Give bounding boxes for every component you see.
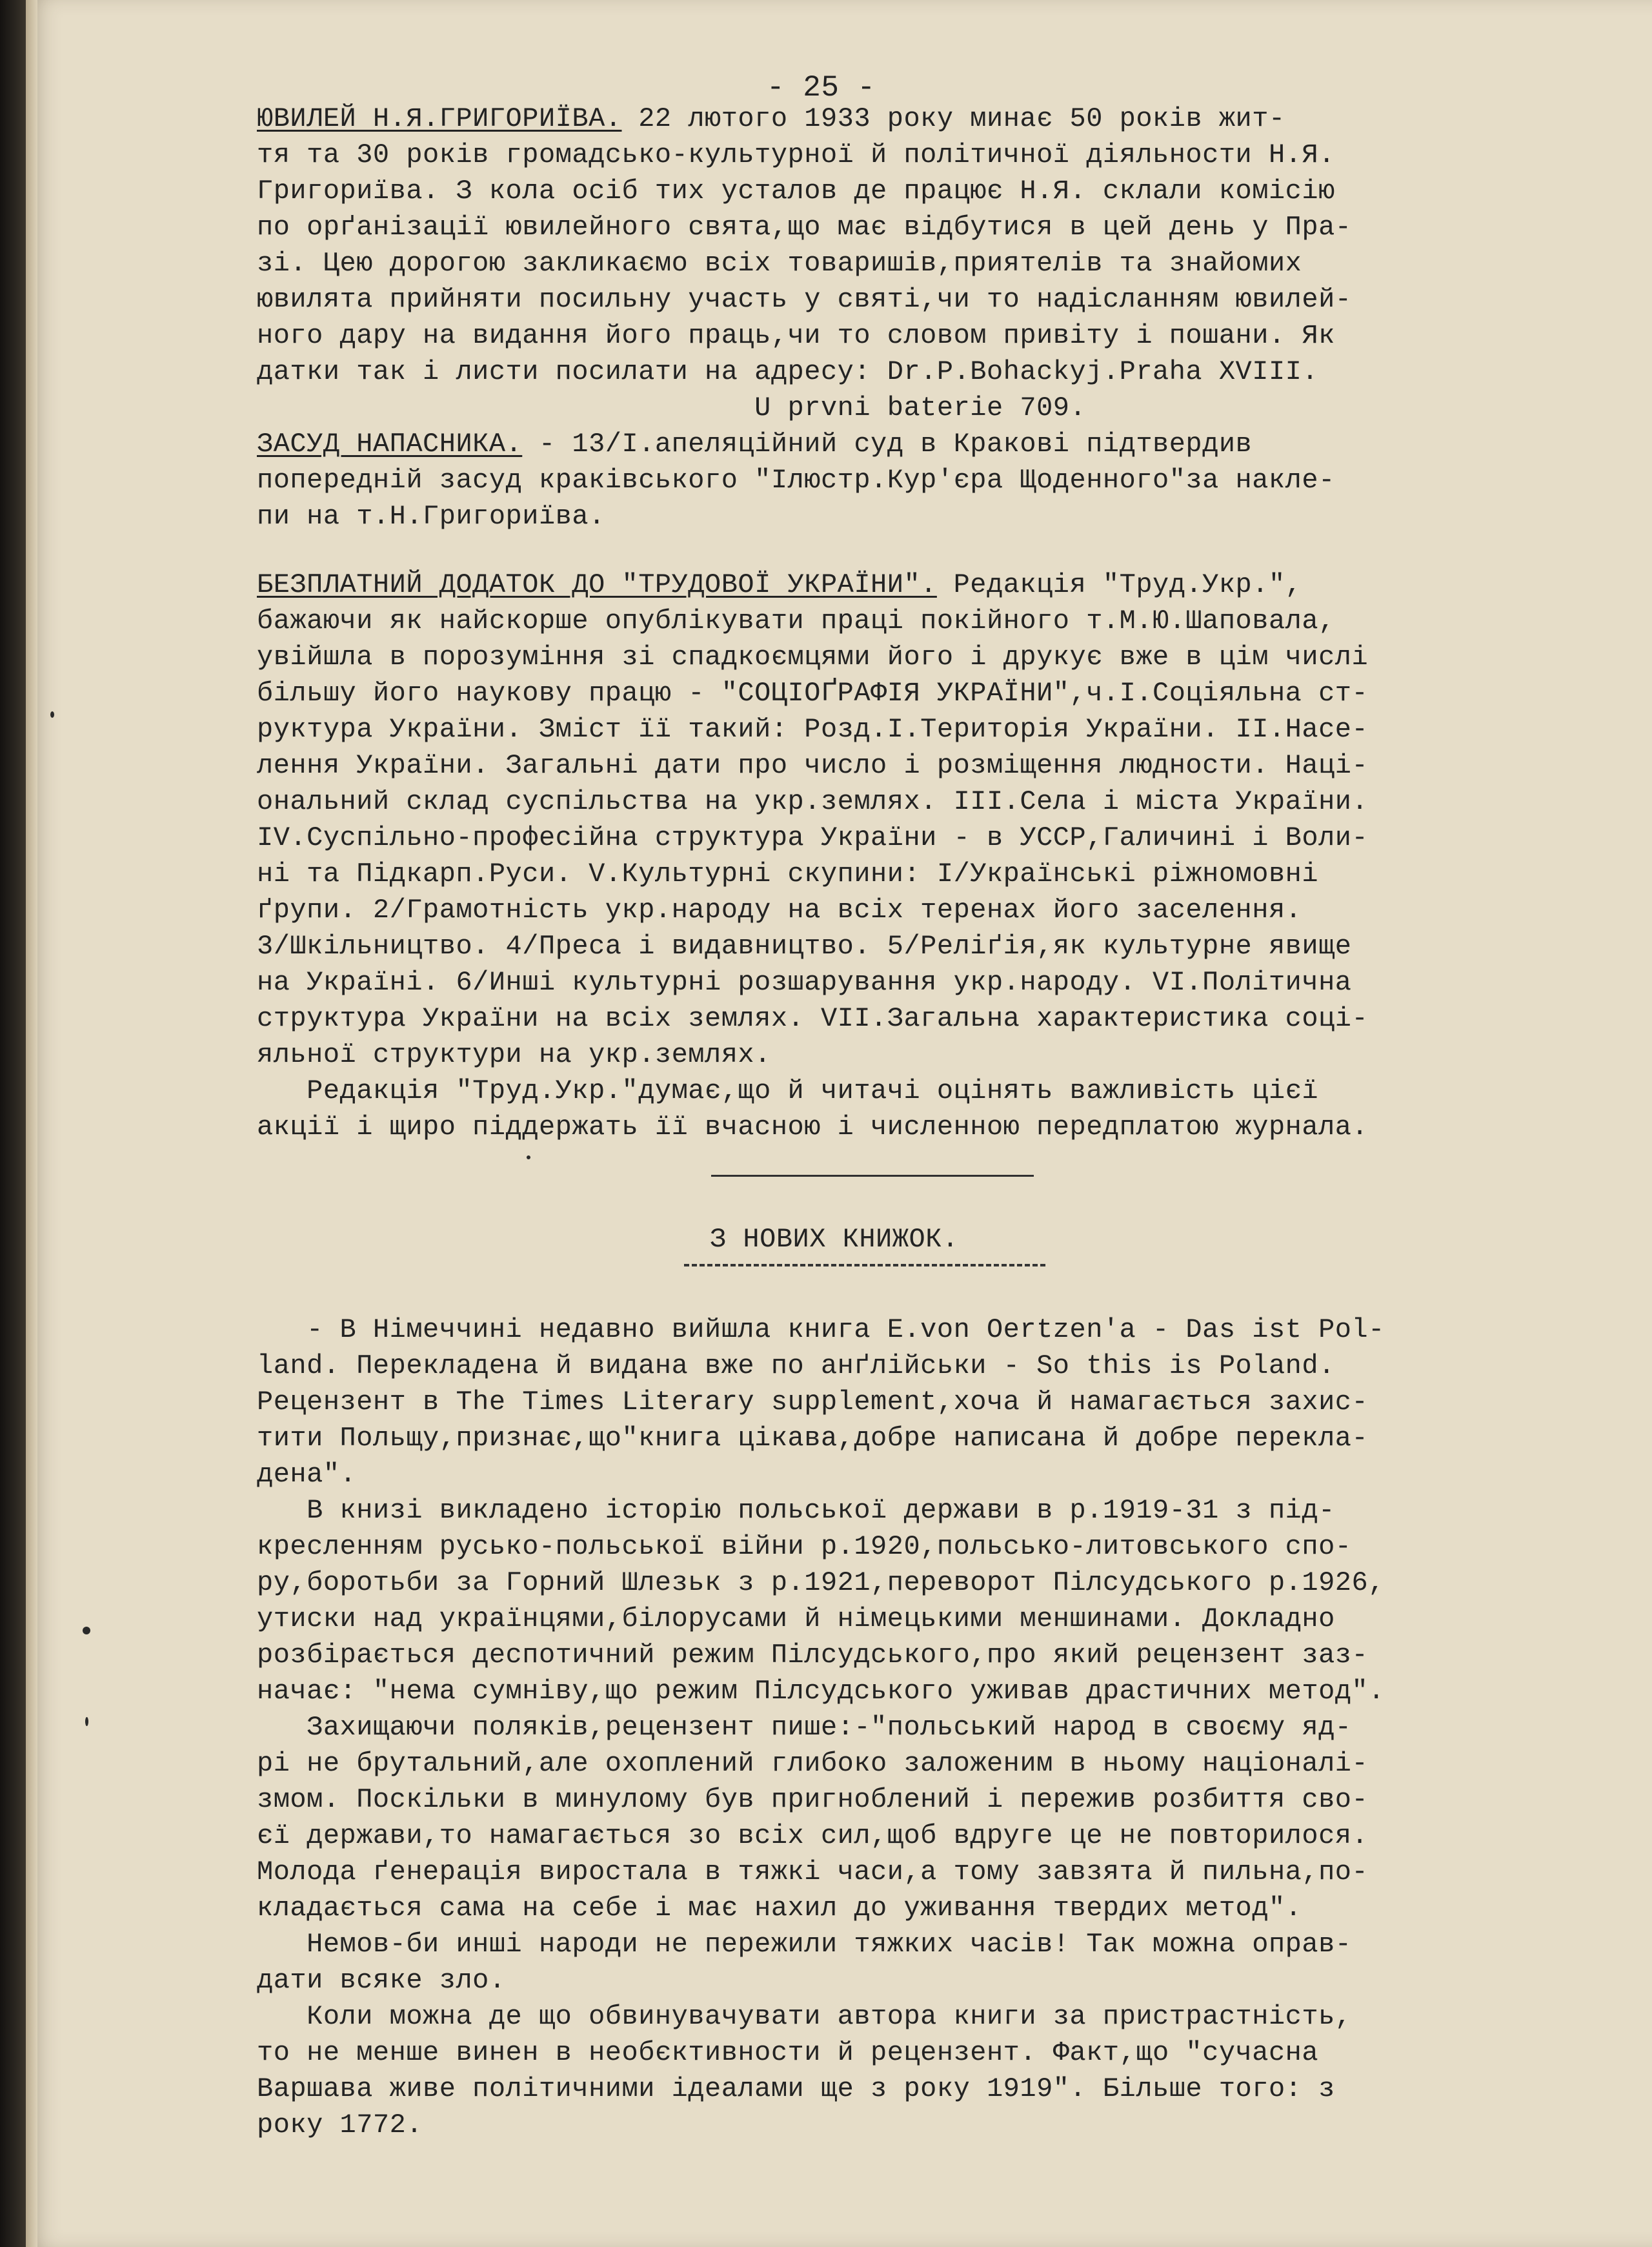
- line-text: ґрупи. 2/Грамотність укр.народу на всіх теренах його заселення.: [257, 895, 1302, 926]
- text-line: [257, 1926, 1515, 1962]
- line-text: структура України на всіх землях. VII.Загальна характеристика соці-: [257, 1003, 1369, 1034]
- text-line: [257, 1565, 1515, 1601]
- ink-speck: [83, 1627, 90, 1634]
- text-line: [257, 2107, 1515, 2143]
- text-line: [257, 747, 1515, 784]
- line-text: Захищаючи поляків,рецензент пише:-"польський народ в своєму яд-: [257, 1712, 1352, 1743]
- line-text: акції і щиро піддержать її вчасною і численною передплатою журнала.: [257, 1112, 1369, 1143]
- line-text: 3/Шкільництво. 4/Преса і видавництво. 5/Реліґія,як культурне явище: [257, 931, 1352, 962]
- line-text: по орґанізації ювилейного свята,що має відбутися в цей день у Пра-: [257, 212, 1352, 243]
- text-line: [257, 1745, 1515, 1782]
- book-binding: [0, 0, 26, 2247]
- text-line: [257, 675, 1515, 711]
- text-line: [257, 639, 1515, 675]
- text-line: [257, 1709, 1515, 1745]
- line-text: то не менше винен в необєктивности й рецензент. Факт,що "сучасна: [257, 2037, 1319, 2068]
- line-text: яльної структури на укр.землях.: [257, 1039, 771, 1070]
- text-line: [257, 354, 1515, 390]
- text-line: [257, 1456, 1515, 1492]
- line-text: кладається сама на себе і має нахил до уживання твердих метод".: [257, 1893, 1302, 1924]
- text-line: [257, 1890, 1515, 1926]
- line-text: В книзі викладено історію польської держави в р.1919-31 з під-: [257, 1495, 1335, 1526]
- line-text: змом. Поскільки в минулому був пригноблений і пережив розбиття сво-: [257, 1784, 1369, 1815]
- line-text: - В Німеччині недавно вийшла книга E.von Oertzen'a - Das ist Pol-: [257, 1314, 1385, 1345]
- text-line: [257, 1312, 1515, 1348]
- line-text: ональний склад суспільства на укр.землях. III.Села і міста України.: [257, 786, 1369, 817]
- new-books-heading: З НОВИХ КНИЖОК.: [710, 1224, 959, 1255]
- ink-speck: [85, 1717, 88, 1726]
- text-line: [257, 964, 1515, 1001]
- line-text: увійшла в порозуміння зі спадкоємцями його і друкує вже в цім числі: [257, 642, 1369, 673]
- verdict-article: [257, 426, 1515, 534]
- text-line: [257, 856, 1515, 892]
- line-text: бажаючи як найскорше опублікувати праці покійного т.М.Ю.Шаповала,: [257, 605, 1335, 636]
- text-line: [257, 1492, 1515, 1529]
- text-line: [257, 281, 1515, 318]
- text-line: [257, 318, 1515, 354]
- line-text: Немов-би инші народи не пережили тяжких часів! Так можна оправ-: [257, 1929, 1352, 1960]
- line-text: дати всяке зло.: [257, 1965, 506, 1996]
- line-text: Рецензент в The Times Literary supplement,хоча й намагається захис-: [257, 1387, 1369, 1418]
- article-heading: БЕЗПЛАТНИЙ ДОДАТОК ДО "ТРУДОВОЇ УКРАЇНИ".: [257, 569, 937, 600]
- supplement-article: [257, 567, 1515, 1145]
- line-text: руктура України. Зміст її такий: Розд.І.Територія України. II.Насе-: [257, 714, 1369, 745]
- text-line: [257, 820, 1515, 856]
- line-text: - 13/I.апеляційний суд в Кракові підтвердив: [522, 429, 1253, 460]
- text-line: [257, 1782, 1515, 1818]
- heading-dashed-underline: [684, 1264, 1045, 1266]
- line-text: зі. Цею дорогою закликаємо всіх товаришів,приятелів та знайомих: [257, 248, 1302, 279]
- text-line: [257, 1037, 1515, 1073]
- text-line: [257, 1348, 1515, 1384]
- line-text: єї держави,то намагається зо всіх сил,щоб вдруге це не повторилося.: [257, 1820, 1369, 1851]
- line-text: ного дару на видання його праць,чи то словом привіту і пошани. Як: [257, 320, 1335, 351]
- text-line: [257, 603, 1515, 639]
- text-line: [257, 1962, 1515, 1998]
- text-line: [257, 1109, 1515, 1145]
- line-text: розбірається деспотичний режим Пілсудського,про який рецензент заз-: [257, 1640, 1369, 1671]
- text-line: [257, 1001, 1515, 1037]
- text-line: [257, 1073, 1515, 1109]
- text-line: [257, 498, 1515, 534]
- text-line: [257, 1854, 1515, 1890]
- new-books-article: [257, 1312, 1515, 2143]
- text-line: [257, 2035, 1515, 2071]
- line-text: рі не брутальний,але охоплений глибоко заложеним в ньому націоналі-: [257, 1748, 1369, 1779]
- line-text: начає: "нема сумніву,що режим Пілсудського уживав драстичних метод".: [257, 1676, 1385, 1707]
- line-text: року 1772.: [257, 2110, 423, 2140]
- line-text: тити Польщу,признає,що"книга цікава,добре написана й добре переклa-: [257, 1423, 1369, 1454]
- line-text: U prvni baterie 709.: [257, 392, 1087, 423]
- line-text: Молода ґенерація виростала в тяжкі часи,а тому завзята й пильна,по-: [257, 1856, 1369, 1887]
- text-line: [257, 1818, 1515, 1854]
- article-heading: ЗАСУД НАПАСНИКА.: [257, 429, 523, 460]
- line-text: ру,боротьби за Горний Шлезьк з р.1921,переворот Пілсудського р.1926,: [257, 1567, 1385, 1598]
- ink-speck: [527, 1155, 530, 1159]
- line-text: IV.Суспільно-професійна структура України - в УССР,Галичині і Воли-: [257, 822, 1369, 853]
- jubilee-article: [257, 101, 1515, 426]
- text-line: [257, 928, 1515, 964]
- text-line: [257, 1529, 1515, 1565]
- page-number: - 25 -: [767, 71, 876, 105]
- text-line: [257, 784, 1515, 820]
- text-line: [257, 567, 1515, 603]
- text-line: [257, 1998, 1515, 2035]
- line-text: Коли можна де що обвинувачувати автора книги за пристрастність,: [257, 2001, 1352, 2032]
- text-line: [257, 1420, 1515, 1456]
- text-line: [257, 711, 1515, 747]
- text-line: [257, 137, 1515, 173]
- line-text: Редакція "Труд.Укр.",: [936, 569, 1302, 600]
- line-text: тя та 30 років громадсько-культурної й політичної діяльности Н.Я.: [257, 139, 1335, 170]
- line-text: датки так і листи посилати на адресу: Dr.P.Bohackyj.Praha XVIII.: [257, 356, 1319, 387]
- line-text: дена".: [257, 1459, 357, 1490]
- line-text: більшу його наукову працю - "СОЦІОҐРАФІЯ УКРАЇНИ",ч.І.Соціяльна ст-: [257, 678, 1369, 709]
- page-edge-shadow: [26, 0, 37, 2247]
- line-text: лення України. Загальні дати про число і розміщення людности. Наці-: [257, 750, 1369, 781]
- text-line: [257, 1384, 1515, 1420]
- text-line: [257, 462, 1515, 498]
- line-text: ювилята прийняти посильну участь у святі,чи то надісланням ювилей-: [257, 284, 1352, 315]
- text-line: [257, 892, 1515, 928]
- line-text: попередній засуд краківського "Ілюстр.Кур'єра Щоденного"за накле-: [257, 465, 1335, 496]
- ink-speck: [50, 711, 54, 718]
- line-text: на Україні. 6/Инші культурні розшарування укр.народу. VI.Політична: [257, 967, 1352, 998]
- line-text: Варшава живе політичними ідеалами ще з року 1919". Більше того: з: [257, 2073, 1335, 2104]
- line-text: Редакція "Труд.Укр."думає,що й читачі оцінять важливість цієї: [257, 1075, 1319, 1106]
- text-line: [257, 173, 1515, 209]
- line-text: ні та Підкарп.Руси. V.Культурні скупини: I/Українські ріжномовні: [257, 859, 1319, 890]
- line-text: Григориїва. З кола осіб тих усталов де працює Н.Я. склали комісію: [257, 176, 1335, 207]
- text-line: [257, 426, 1515, 462]
- text-line: [257, 1637, 1515, 1673]
- text-line: [257, 245, 1515, 281]
- line-text: land. Перекладена й видана вже по анґлійськи - So this is Poland.: [257, 1350, 1335, 1381]
- text-line: [257, 390, 1515, 426]
- line-text: кресленням русько-польської війни р.1920,польсько-литовського спо-: [257, 1531, 1352, 1562]
- text-line: [257, 101, 1515, 137]
- article-heading: ЮВИЛЕЙ Н.Я.ГРИГОРИЇВА.: [257, 103, 622, 134]
- line-text: утиски над українцями,білорусами й німецькими меншинами. Докладно: [257, 1603, 1335, 1634]
- text-line: [257, 2071, 1515, 2107]
- line-text: 22 лютого 1933 року минає 50 років жит-: [621, 103, 1285, 134]
- text-line: [257, 1673, 1515, 1709]
- text-line: [257, 209, 1515, 245]
- line-text: пи на т.Н.Григориїва.: [257, 501, 605, 532]
- text-line: [257, 1601, 1515, 1637]
- section-divider-line: [711, 1175, 1034, 1177]
